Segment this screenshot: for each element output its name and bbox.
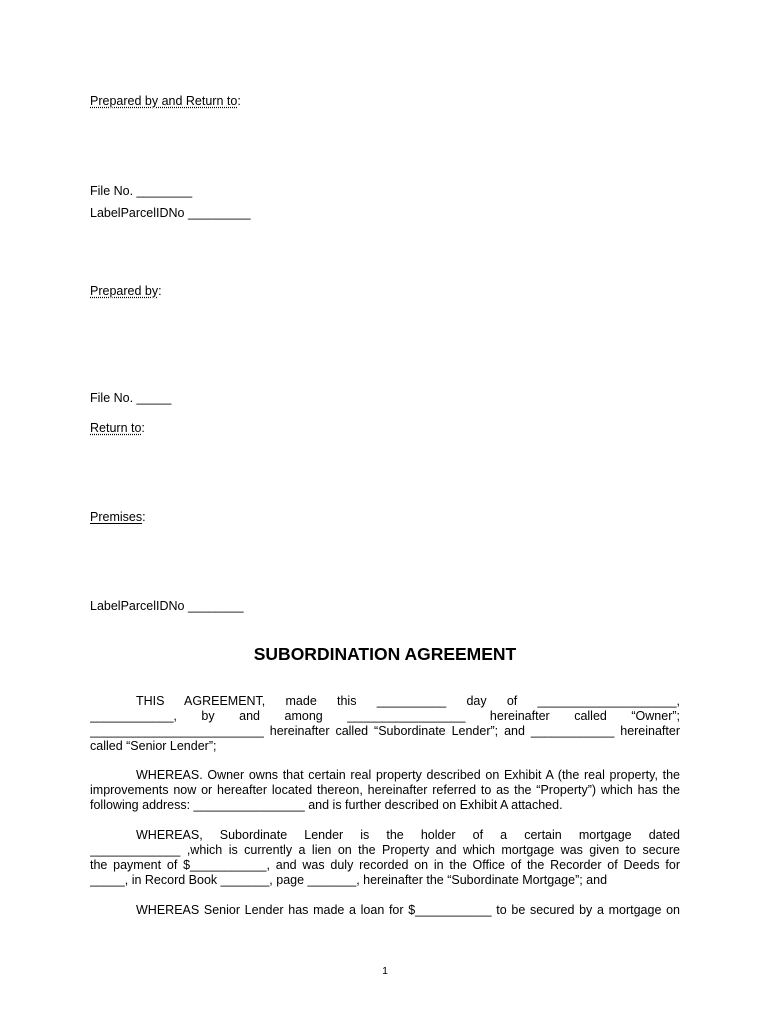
- paragraph-line: WHEREAS Senior Lender has made a loan for $___________ to be secured by a mortgage on: [136, 903, 680, 917]
- parcel-id-field-1: LabelParcelIDNo _________: [90, 206, 251, 220]
- prepared-and-return-colon: :: [237, 94, 241, 108]
- file-no-field-2: File No. _____: [90, 391, 172, 405]
- prepared-and-return-heading: [90, 94, 241, 109]
- paragraph-line: _____________ ,which is currently a lien on the Property and which mortgage was given to secure: [90, 843, 680, 857]
- paragraph-line: following address: ________________ and is further described on Exhibit A attached.: [90, 798, 563, 812]
- paragraph-line: improvements now or hereafter located thereon, hereinafter referred to as the “Property”) which has the: [90, 783, 680, 797]
- paragraph-whereas-senior: [90, 903, 680, 918]
- paragraph-line: _________________________ hereinafter called “Subordinate Lender”; and ____________ hereinafter: [90, 724, 680, 738]
- paragraph-line: WHEREAS. Owner owns that certain real property described on Exhibit A (the real property, the: [136, 768, 680, 782]
- premises-label: Premises: [90, 510, 143, 524]
- premises-colon: :: [142, 510, 146, 524]
- prepared-by-label: Prepared by: [90, 284, 159, 298]
- page-number: 1: [382, 965, 388, 977]
- paragraph-line: ____________, by and among _________________ hereinafter called “Owner”;: [90, 709, 680, 723]
- parcel-id-field-2: LabelParcelIDNo ________: [90, 599, 244, 613]
- file-no-field-1: File No. ________: [90, 184, 193, 198]
- return-to-colon: :: [141, 421, 145, 435]
- paragraph-line: the payment of $___________, and was duly recorded on in the Office of the Recorder of Deeds for: [90, 858, 680, 872]
- paragraph-line: _____, in Record Book _______, page _______, hereinafter the “Subordinate Mortgage”; and: [90, 873, 608, 887]
- paragraph-line: THIS AGREEMENT, made this __________ day of ____________________,: [136, 694, 680, 708]
- paragraph-this-agreement: [90, 694, 680, 754]
- paragraph-whereas-owner: [90, 768, 680, 813]
- prepared-by-heading: [90, 284, 162, 299]
- paragraph-line: called “Senior Lender”;: [90, 739, 217, 753]
- prepared-and-return-label: Prepared by and Return to: [90, 94, 238, 108]
- prepared-by-colon: :: [158, 284, 162, 298]
- paragraph-whereas-subordinate: [90, 828, 680, 888]
- premises-heading: [90, 510, 146, 525]
- paragraph-line: WHEREAS, Subordinate Lender is the holder of a certain mortgage dated: [136, 828, 680, 842]
- return-to-label: Return to: [90, 421, 142, 435]
- return-to-heading: [90, 421, 145, 436]
- agreement-title: SUBORDINATION AGREEMENT: [253, 644, 517, 664]
